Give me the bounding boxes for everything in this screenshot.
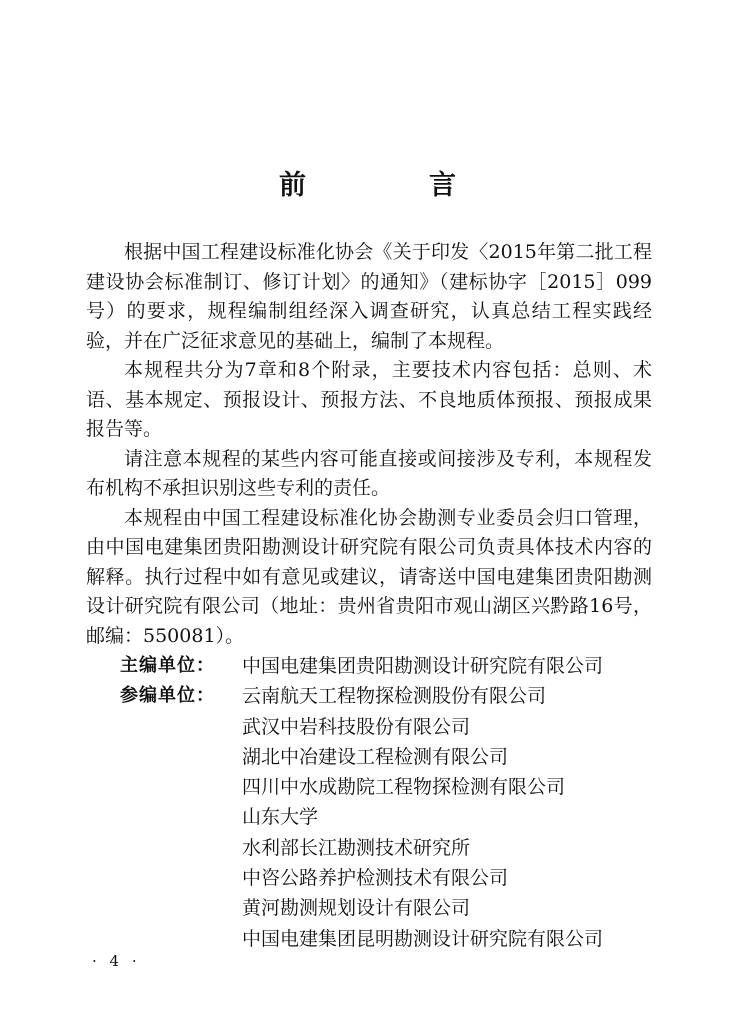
page-title: 前 言 bbox=[279, 170, 504, 201]
participating-unit: 山东大学 bbox=[242, 806, 319, 829]
participating-unit: 黄河勘测规划设计有限公司 bbox=[242, 897, 471, 920]
participating-unit: 中国电建集团昆明勘测设计研究院有限公司 bbox=[242, 927, 604, 950]
participating-row bbox=[120, 742, 603, 772]
participating-row bbox=[120, 924, 603, 954]
participating-unit: 水利部长江勘测技术研究所 bbox=[242, 836, 471, 859]
chief-editor-unit: 中国电建集团贵阳勘测设计研究院有限公司 bbox=[242, 655, 604, 677]
chief-editor-row bbox=[120, 651, 603, 681]
participating-row bbox=[120, 772, 603, 802]
editing-units bbox=[120, 651, 603, 954]
participating-row bbox=[120, 681, 603, 711]
participating-unit: 四川中水成勘院工程物探检测有限公司 bbox=[242, 776, 566, 799]
participating-unit: 武汉中岩科技股份有限公司 bbox=[242, 715, 471, 738]
paragraph-content: 本规程共分为7章和8个附录，主要技术内容包括：总则、术语、基本规定、预报设计、预报方法、不良地质体预报、预报成果报告等。 bbox=[86, 359, 652, 440]
participating-row bbox=[120, 802, 603, 832]
participating-row bbox=[120, 833, 603, 863]
chief-editor-label: 主编单位： bbox=[120, 655, 215, 676]
paragraph-management: 本规程由中国工程建设标准化协会勘测专业委员会归口管理，由中国电建集团贵阳勘测设计研究院有限公司负责具体技术内容的解释。执行过程中如有意见或建议，请寄送中国电建集团贵阳勘测设计研究院有限公司（地址：贵州省贵阳市观山湖区兴黔路16号，邮编：550081）。 bbox=[86, 506, 652, 647]
preface-body bbox=[86, 238, 652, 651]
participating-row bbox=[120, 712, 603, 742]
paragraph-basis: 根据中国工程建设标准化协会《关于印发〈2015年第二批工程建设协会标准制订、修订计划〉的通知》（建标协字［2015］099号）的要求，规程编制组经深入调查研究，认真总结工程实践经验，并在广泛征求意见的基础上，编制了本规程。 bbox=[86, 241, 652, 352]
participating-unit: 中咨公路养护检测技术有限公司 bbox=[242, 867, 509, 890]
participating-unit: 云南航天工程物探检测股份有限公司 bbox=[242, 685, 547, 708]
participating-row bbox=[120, 893, 603, 923]
participating-row bbox=[120, 863, 603, 893]
page-number: · 4 · bbox=[92, 952, 141, 970]
participating-label: 参编单位： bbox=[120, 685, 215, 707]
paragraph-patent: 请注意本规程的某些内容可能直接或间接涉及专利，本规程发布机构不承担识别这些专利的责任。 bbox=[86, 447, 652, 499]
participating-unit: 湖北中冶建设工程检测有限公司 bbox=[242, 745, 509, 768]
